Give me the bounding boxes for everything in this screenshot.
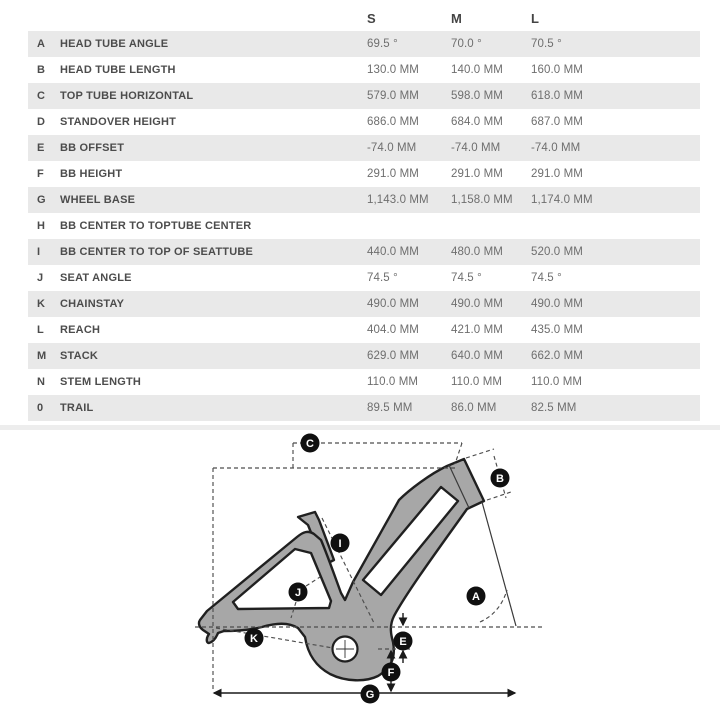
table-row xyxy=(28,161,700,187)
size-column-header-M: M xyxy=(451,11,463,26)
table-row xyxy=(28,109,700,135)
row-value-S: 69.5 ° xyxy=(367,38,398,50)
marker-K xyxy=(245,629,264,648)
row-value-S: 404.0 MM xyxy=(367,324,419,336)
row-letter: J xyxy=(37,272,44,284)
row-letter: 0 xyxy=(37,402,44,414)
row-value-L: 687.0 MM xyxy=(531,116,583,128)
marker-letter-A: A xyxy=(472,591,480,603)
row-name: BB CENTER TO TOP OF SEATTUBE xyxy=(60,246,254,258)
row-name: HEAD TUBE LENGTH xyxy=(60,64,176,76)
row-value-L: 1,174.0 MM xyxy=(531,194,593,206)
table-row xyxy=(28,213,700,239)
geometry-table xyxy=(0,6,720,421)
row-name: WHEEL BASE xyxy=(60,194,136,206)
marker-letter-F: F xyxy=(387,667,395,679)
row-value-S: 89.5 MM xyxy=(367,402,413,414)
table-row xyxy=(28,239,700,265)
row-letter: L xyxy=(37,324,44,336)
row-value-L: 160.0 MM xyxy=(531,64,583,76)
row-letter: E xyxy=(37,142,45,154)
table-body xyxy=(0,31,720,421)
row-value-M: 1,158.0 MM xyxy=(451,194,513,206)
row-value-M: 480.0 MM xyxy=(451,246,503,258)
row-name: BB HEIGHT xyxy=(60,168,123,180)
marker-C xyxy=(301,434,320,453)
row-value-M: 70.0 ° xyxy=(451,38,482,50)
row-value-S: 74.5 ° xyxy=(367,272,398,284)
marker-G xyxy=(361,685,380,704)
row-letter: N xyxy=(37,376,45,388)
row-name: BB CENTER TO TOPTUBE CENTER xyxy=(60,220,252,232)
row-value-M: 74.5 ° xyxy=(451,272,482,284)
row-letter: G xyxy=(37,194,46,206)
row-letter: F xyxy=(37,168,44,180)
row-value-L: 110.0 MM xyxy=(531,376,583,388)
row-value-M: 291.0 MM xyxy=(451,168,503,180)
row-value-M: 421.0 MM xyxy=(451,324,503,336)
size-column-header-L: L xyxy=(531,11,540,26)
row-name: CHAINSTAY xyxy=(60,298,125,310)
row-value-L: 82.5 MM xyxy=(531,402,577,414)
row-value-S: 440.0 MM xyxy=(367,246,419,258)
marker-letter-G: G xyxy=(365,689,375,701)
row-letter: C xyxy=(37,90,45,102)
row-letter: D xyxy=(37,116,45,128)
row-value-M: 684.0 MM xyxy=(451,116,503,128)
row-value-S: 1,143.0 MM xyxy=(367,194,429,206)
marker-E xyxy=(394,632,413,651)
table-row xyxy=(28,343,700,369)
row-name: STEM LENGTH xyxy=(60,376,142,388)
row-value-M: 110.0 MM xyxy=(451,376,503,388)
marker-letter-B: B xyxy=(496,473,504,485)
table-row xyxy=(28,265,700,291)
size-column-header-S: S xyxy=(367,11,376,26)
row-value-S: 686.0 MM xyxy=(367,116,419,128)
frame-diagram-svg xyxy=(0,430,720,720)
table-row xyxy=(28,31,700,57)
row-value-L: 618.0 MM xyxy=(531,90,583,102)
row-name: BB OFFSET xyxy=(60,142,125,154)
row-letter: A xyxy=(37,38,45,50)
row-value-L: 74.5 ° xyxy=(531,272,562,284)
table-row xyxy=(28,135,700,161)
row-value-S: 130.0 MM xyxy=(367,64,419,76)
frame-geometry-diagram xyxy=(0,430,720,720)
row-value-S: 110.0 MM xyxy=(367,376,419,388)
marker-F xyxy=(382,663,401,682)
marker-letter-I: I xyxy=(338,538,342,550)
row-value-M: 86.0 MM xyxy=(451,402,497,414)
row-value-M: -74.0 MM xyxy=(451,142,501,154)
row-value-S: 291.0 MM xyxy=(367,168,419,180)
row-letter: M xyxy=(37,350,47,362)
table-row xyxy=(28,369,700,395)
row-letter: I xyxy=(37,246,41,258)
row-name: HEAD TUBE ANGLE xyxy=(60,38,169,50)
table-row xyxy=(28,317,700,343)
row-value-S: 579.0 MM xyxy=(367,90,419,102)
row-value-L: 490.0 MM xyxy=(531,298,583,310)
headtube-bottom-extension xyxy=(487,492,511,500)
row-value-M: 490.0 MM xyxy=(451,298,503,310)
row-value-M: 598.0 MM xyxy=(451,90,503,102)
marker-I xyxy=(331,534,350,553)
row-name: STANDOVER HEIGHT xyxy=(60,116,177,128)
row-value-S: -74.0 MM xyxy=(367,142,417,154)
row-value-L: 435.0 MM xyxy=(531,324,583,336)
marker-letter-E: E xyxy=(399,636,407,648)
row-letter: K xyxy=(37,298,45,310)
marker-letter-J: J xyxy=(294,587,302,599)
marker-letter-K: K xyxy=(250,633,258,645)
table-row xyxy=(28,57,700,83)
table-row xyxy=(28,395,700,421)
row-value-L: 662.0 MM xyxy=(531,350,583,362)
table-row xyxy=(28,291,700,317)
row-value-L: -74.0 MM xyxy=(531,142,581,154)
row-value-S: 629.0 MM xyxy=(367,350,419,362)
marker-letter-C: C xyxy=(306,438,314,450)
marker-J xyxy=(289,583,308,602)
marker-A xyxy=(467,587,486,606)
table-header-row xyxy=(28,6,700,31)
row-name: STACK xyxy=(60,350,99,362)
row-letter: B xyxy=(37,64,45,76)
row-name: TRAIL xyxy=(60,402,94,414)
row-value-L: 70.5 ° xyxy=(531,38,562,50)
headtube-top-extension xyxy=(466,449,494,458)
seat-angle-upper-dash xyxy=(306,577,320,586)
row-value-S: 490.0 MM xyxy=(367,298,419,310)
row-value-M: 640.0 MM xyxy=(451,350,503,362)
row-value-M: 140.0 MM xyxy=(451,64,503,76)
table-row xyxy=(28,83,700,109)
marker-B xyxy=(491,469,510,488)
row-value-L: 291.0 MM xyxy=(531,168,583,180)
row-letter: H xyxy=(37,220,45,232)
row-value-L: 520.0 MM xyxy=(531,246,583,258)
row-name: SEAT ANGLE xyxy=(60,272,132,284)
row-name: REACH xyxy=(60,324,101,336)
table-row xyxy=(28,187,700,213)
row-name: TOP TUBE HORIZONTAL xyxy=(60,90,194,102)
